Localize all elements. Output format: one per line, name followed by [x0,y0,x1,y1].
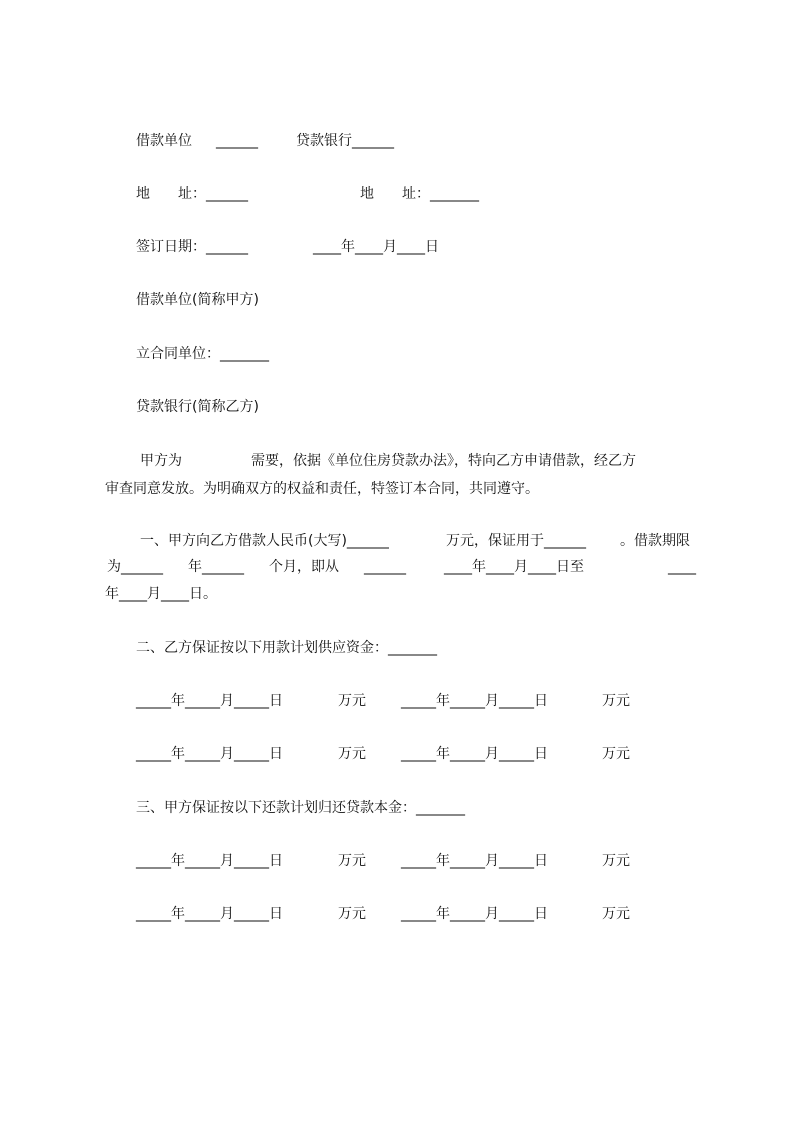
clause2-row2-date1: _____年_____月_____日 [136,746,283,762]
intro-line1-a: 甲方为 [140,453,182,469]
clause3-row1-amt2: 万元 [602,853,630,869]
clause2-title: 二、乙方保证按以下用款计划供应资金：_______ [136,640,437,656]
clause3-row2-amt2: 万元 [602,906,630,922]
sign-date-ymd: ____年____月____日 [313,239,439,255]
intro-line1-b: 需要，依据《单位住房贷款办法》，特向乙方申请借款，经乙方 [251,453,636,469]
clause2-row2-amt1: 万元 [338,746,366,762]
clause1-line2-a: 为______ [107,559,163,575]
clause1-line1-c: 。借款期限 [620,533,690,549]
clause2-row2-date2: _____年_____月_____日 [401,746,548,762]
clause3-row1-date1: _____年_____月_____日 [136,853,283,869]
clause3-row2-date1: _____年_____月_____日 [136,906,283,922]
clause1-line2-c: 个月，即从 [269,559,339,575]
borrower-address: 地 址：______ [136,186,248,202]
contract-unit: 立合同单位：_______ [136,346,269,362]
clause2-row1-date2: _____年_____月_____日 [401,693,548,709]
clause3-row2-amt1: 万元 [338,906,366,922]
clause3-row1-amt1: 万元 [338,853,366,869]
clause2-row1-amt2: 万元 [602,693,630,709]
party-b: 贷款银行(简称乙方) [136,399,259,415]
clause3-title: 三、甲方保证按以下还款计划归还贷款本金：_______ [136,800,465,816]
intro-line2: 审查同意发放。为明确双方的权益和责任，特签订本合同，共同遵守。 [105,481,539,497]
clause1-line3: 年____月____日。 [105,586,217,602]
clause1-line2-e: ____年____月____日至 [444,559,584,575]
bank-label: 贷款银行______ [296,133,394,149]
bank-address: 地 址：_______ [360,186,479,202]
clause1-line2-d: ______ [364,559,406,575]
sign-date: 签订日期：______ [136,239,248,255]
clause1-line1-b: 万元，保证用于______ [446,533,586,549]
clause1-line2-b: 年______ [188,559,244,575]
clause3-row1-date2: _____年_____月_____日 [401,853,548,869]
party-a: 借款单位(简称甲方) [136,292,259,308]
borrower-blank: ______ [216,133,258,149]
clause2-row2-amt2: 万元 [602,746,630,762]
clause3-row2-date2: _____年_____月_____日 [401,906,548,922]
clause2-row1-amt1: 万元 [338,693,366,709]
clause2-row1-date1: _____年_____月_____日 [136,693,283,709]
clause1-line1-a: 一、甲方向乙方借款人民币(大写)______ [140,533,389,549]
borrower-label: 借款单位 [136,133,192,149]
clause1-line2-f: ____ [668,559,696,575]
